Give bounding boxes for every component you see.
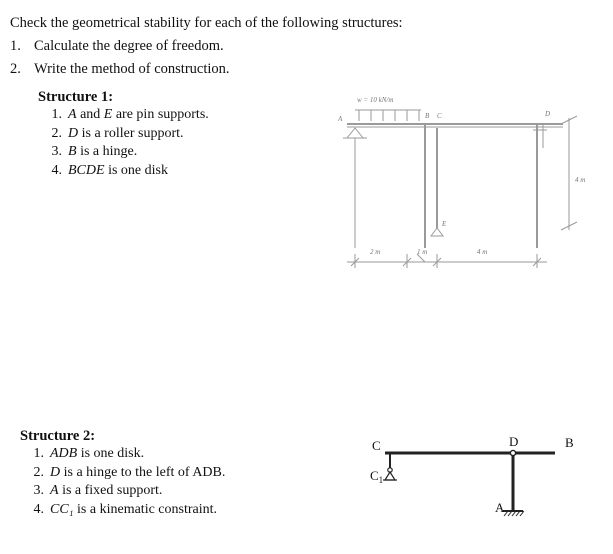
item-text: is a kinematic constraint.	[73, 501, 218, 517]
label-b: B	[565, 435, 574, 450]
item-text: is one disk	[104, 162, 168, 178]
hinge-d	[510, 450, 515, 455]
structure1-item	[38, 143, 209, 162]
label-c1	[370, 468, 383, 485]
structure1-item	[38, 106, 209, 125]
structure2-item	[20, 464, 225, 483]
item-text: are pin supports.	[112, 107, 209, 122]
dim-1m: 1 m	[417, 248, 428, 256]
intro-item-1	[10, 35, 403, 58]
load-arrows	[359, 110, 419, 121]
item-symbol: E	[103, 107, 113, 122]
structure1-list	[38, 106, 209, 180]
pin-support-a	[347, 128, 363, 138]
label-a: A	[338, 115, 343, 123]
structure1-frame-diagram	[325, 88, 605, 268]
intro-item-2	[10, 58, 403, 81]
label-c1-subscript: 1	[378, 475, 384, 485]
item-number: 2.	[33, 464, 44, 480]
item-symbol: CC₁	[50, 501, 74, 517]
load-label: w = 10 kN/m	[357, 96, 394, 104]
structure2-item	[20, 482, 225, 501]
label-d: D	[509, 434, 519, 449]
item-symbol: A	[50, 483, 59, 498]
item-number: 1.	[51, 107, 62, 122]
item-symbol: B	[68, 144, 77, 159]
item-text: and	[76, 107, 104, 122]
item-number: 3.	[33, 483, 44, 498]
item-text: is a fixed support.	[58, 483, 163, 498]
label-e: E	[442, 220, 447, 228]
structure2-item	[20, 501, 225, 520]
item-number: 2.	[51, 125, 62, 141]
pin-support-e	[431, 228, 443, 236]
item-symbol: A	[68, 107, 77, 122]
intro-item-1-number: 1.	[10, 38, 21, 54]
structure1-title: Structure 1:	[38, 89, 114, 105]
label-a: A	[495, 500, 505, 515]
structure2-list	[20, 445, 225, 519]
item-symbol: D	[50, 464, 61, 480]
label-c: C	[437, 112, 442, 120]
item-symbol: BCDE	[68, 162, 105, 178]
intro-item-2-number: 2.	[10, 61, 21, 77]
intro-item-2-text: Write the method of construction.	[34, 61, 230, 77]
item-number: 1.	[33, 446, 44, 461]
item-symbol: D	[68, 125, 79, 141]
structure1-item	[38, 125, 209, 144]
dim-4m-vertical: 4 m	[575, 176, 586, 184]
item-symbol: ADB	[50, 446, 78, 461]
structure2-frame-diagram	[355, 430, 595, 525]
intro-item-1-text: Calculate the degree of freedom.	[34, 38, 224, 54]
intro-heading: Check the geometrical stability for each of the following structures:	[10, 15, 403, 31]
label-b: B	[425, 112, 430, 120]
item-text: is a hinge to the left of ADB.	[60, 464, 226, 480]
item-text: is one disk.	[77, 446, 145, 461]
label-d: D	[545, 110, 551, 118]
intro-block	[10, 12, 403, 81]
dim-4m-horizontal: 4 m	[477, 248, 488, 256]
item-text: is a hinge.	[76, 144, 138, 159]
dim-2m: 2 m	[370, 248, 381, 256]
item-text: is a roller support.	[78, 125, 184, 141]
label-c: C	[372, 438, 381, 453]
structure2-item	[20, 445, 225, 464]
item-number: 4.	[51, 162, 62, 178]
item-number: 3.	[51, 144, 62, 159]
structure1-item	[38, 162, 209, 181]
support-c1	[385, 472, 395, 480]
structure2-title: Structure 2:	[20, 428, 96, 444]
label-c1-letter: C	[370, 468, 379, 483]
item-number: 4.	[33, 501, 44, 517]
